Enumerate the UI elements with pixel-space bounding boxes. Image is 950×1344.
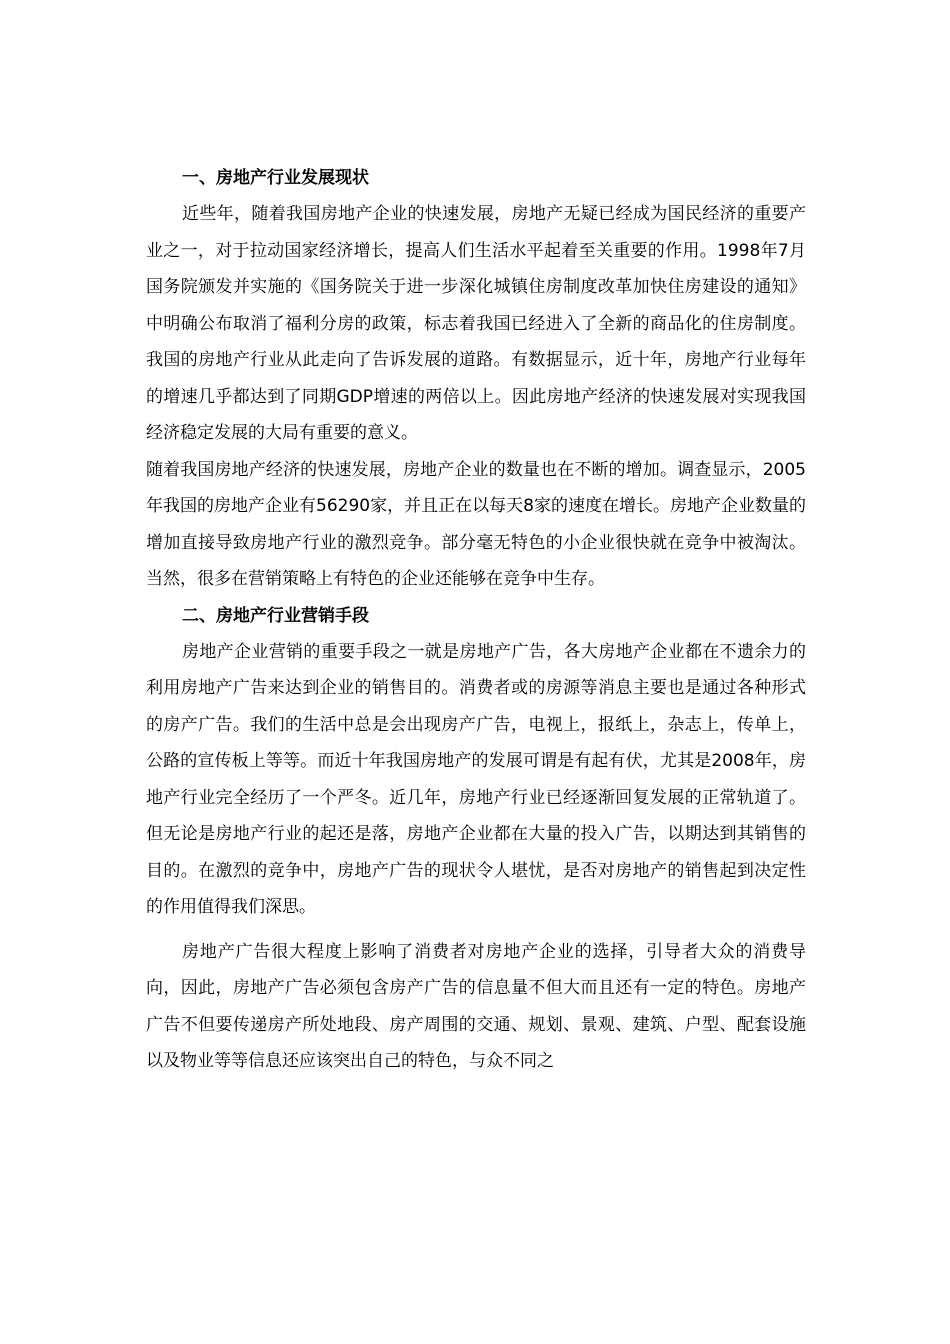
paragraph-industry-growth: 近些年，随着我国房地产企业的快速发展，房地产无疑已经成为国民经济的重要产业之一，对于拉动国家经济增长，提高人们生活水平起着至关重要的作用。1998年7月国务院颁发并实施的《国务院关于进一步深化城镇住房制度改革加快住房建设的通知》中明确公布取消了福利分房的政策，标志着我国已经进入了全新的商品化的住房制度。我国的房地产行业从此走向了告诉发展的道路。有数据显示，近十年，房地产行业每年的增速几乎都达到了同期GDP增速的两倍以上。因此房地产经济的快速发展对实现我国经济稳定发展的大局有重要的意义。	[146, 204, 806, 443]
section-heading-marketing-means: 二、房地产行业营销手段	[182, 605, 369, 626]
paragraph-advertising-influence: 房地产广告很大程度上影响了消费者对房地产企业的选择，引导者大众的消费导向，因此，房地产广告必须包含房产广告的信息量不但大而且还有一定的特色。房地产广告不但要传递房产所处地段、房产周围的交通、规划、景观、建筑、户型、配套设施以及物业等等信息还应该突出自己的特色，与众不同之	[146, 941, 806, 1071]
document-page	[146, 160, 806, 1080]
paragraph-advertising-means: 房地产企业营销的重要手段之一就是房地产广告，各大房地产企业都在不遗余力的利用房地产广告来达到企业的销售目的。消费者或的房源等消息主要也是通过各种形式的房产广告。我们的生活中总是会出现房产广告，电视上，报纸上，杂志上，传单上，公路的宣传板上等等。而近十年我国房地产的发展可谓是有起有伏，尤其是2008年，房地产行业完全经历了一个严冬。近几年，房地产行业已经逐渐回复发展的正常轨道了。但无论是房地产行业的起还是落，房地产企业都在大量的投入广告，以期达到其销售的目的。在激烈的竞争中，房地产广告的现状令人堪忧，是否对房地产的销售起到决定性的作用值得我们深思。	[146, 641, 806, 917]
paragraph-enterprise-count: 随着我国房地产经济的快速发展，房地产企业的数量也在不断的增加。调查显示，2005年我国的房地产企业有56290家，并且正在以每天8家的速度在增长。房地产企业数量的增加直接导致房地产行业的激烈竞争。部分毫无特色的小企业很快就在竞争中被淘汰。当然，很多在营销策略上有特色的企业还能够在竞争中生存。	[146, 459, 806, 589]
section-heading-industry-status: 一、房地产行业发展现状	[182, 168, 369, 188]
paragraph-spacer	[146, 926, 806, 934]
